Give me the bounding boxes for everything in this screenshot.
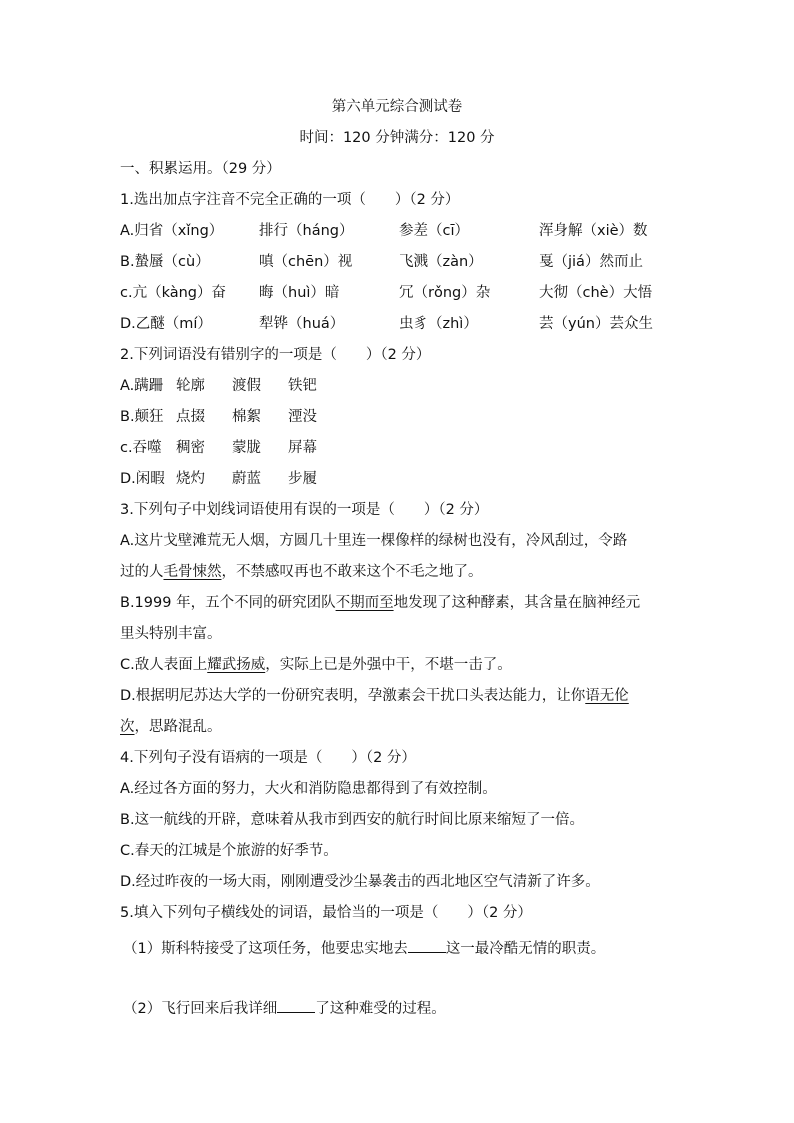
underlined-term: 次 <box>120 719 135 735</box>
option-cell: 冗（rǒng）杂 <box>399 285 491 301</box>
question-4-stem: 4.下列句子没有语病的一项是（ ）（2 分） <box>120 750 416 766</box>
question-2-row-a <box>120 376 680 396</box>
word-cell: 点掇 <box>176 409 205 425</box>
word-cell: 湮没 <box>288 409 317 425</box>
question-5-sentence-1 <box>123 938 605 959</box>
word-cell: D.闲暇 <box>120 471 165 487</box>
question-3-option-d-line2 <box>120 717 222 737</box>
question-2-row-b <box>120 407 680 427</box>
text-segment: B.1999 年，五个不同的研究团队 <box>120 595 336 611</box>
question-3-option-b-line2: 里头特别丰富。 <box>120 626 222 642</box>
question-1-row-a <box>120 221 680 241</box>
option-cell: B.蟄蜃（cù） <box>120 254 210 270</box>
underlined-term: 语无伦 <box>585 688 629 704</box>
text-segment: ，思路混乱。 <box>134 719 222 735</box>
option-cell: D.乙醚（mí） <box>120 316 212 332</box>
option-cell: 大彻（chè）大悟 <box>539 285 653 301</box>
word-cell: 稠密 <box>176 440 205 456</box>
underlined-term: 不期而至 <box>335 595 394 611</box>
option-cell: 芸（yún）芸众生 <box>539 316 653 332</box>
option-cell: c.亢（kàng）奋 <box>120 285 227 301</box>
text-segment: 了这种难受的过程。 <box>315 1001 446 1017</box>
text-segment: 这一最冷酷无情的职责。 <box>445 941 606 957</box>
option-cell: 戛（jiá）然而止 <box>539 254 643 270</box>
text-segment: （1）斯科特接受了这项任务，他要忠实地去 <box>123 941 408 957</box>
option-cell: A.归省（xǐng） <box>120 223 224 239</box>
option-cell: 排行（háng） <box>259 223 354 239</box>
question-3-option-c <box>120 655 512 675</box>
question-3-option-a-line2 <box>120 562 483 582</box>
option-cell: 晦（huì）暗 <box>259 285 340 301</box>
text-segment: ，实际上已是外强中干，不堪一击了。 <box>265 657 512 673</box>
option-cell: 浑身解（xiè）数 <box>539 223 648 239</box>
word-cell: 屏幕 <box>288 440 317 456</box>
question-1-row-d <box>120 314 680 334</box>
question-4-option-b: B.这一航线的开辟，意味着从我市到西安的航行时间比原来缩短了一倍。 <box>120 812 585 828</box>
page-title: 第六单元综合测试卷 <box>331 99 463 115</box>
question-4-option-c: C.春天的江城是个旅游的好季节。 <box>120 843 338 859</box>
question-3-option-d-line1 <box>120 686 629 706</box>
word-cell: 蒙胧 <box>232 440 261 456</box>
question-1-row-c <box>120 283 680 303</box>
underlined-term: 耀武扬威 <box>207 657 266 673</box>
text-segment: ，不禁感叹再也不敢来这个不毛之地了。 <box>221 564 483 580</box>
word-cell: B.颠狂 <box>120 409 164 425</box>
question-4-option-a: A.经过各方面的努力，大火和消防隐患都得到了有效控制。 <box>120 781 497 797</box>
option-cell: 虫豸（zhì） <box>399 316 478 332</box>
option-cell: 嗔（chēn）视 <box>259 254 353 270</box>
word-cell: c.吞噬 <box>120 440 162 456</box>
word-cell: 烧灼 <box>176 471 205 487</box>
question-1-stem: 1.选出加点字注音不完全正确的一项（ ）（2 分） <box>120 192 460 208</box>
underlined-term: 毛骨悚然 <box>163 564 222 580</box>
word-cell: 铁钯 <box>288 378 317 394</box>
text-segment: 地发现了这种酵素，其含量在脑神经元 <box>393 595 641 611</box>
text-segment: D.根据明尼苏达大学的一份研究表明，孕激素会干扰口头表达能力，让你 <box>120 688 586 704</box>
word-cell: 轮廓 <box>176 378 205 394</box>
text-segment: （2）飞行回来后我详细 <box>123 1001 278 1017</box>
word-cell: 棉絮 <box>232 409 261 425</box>
word-cell: A.蹒跚 <box>120 378 164 394</box>
page-subtitle: 时间：120 分钟满分：120 分 <box>299 130 495 146</box>
word-cell: 蔚蓝 <box>232 471 261 487</box>
text-segment: 过的人 <box>120 564 164 580</box>
question-5-stem: 5.填入下列句子横线处的词语，最恰当的一项是（ ）（2 分） <box>120 905 532 921</box>
question-3-stem: 3.下列句子中划线词语使用有误的一项是（ ）（2 分） <box>120 502 489 518</box>
fill-blank[interactable] <box>277 998 315 1013</box>
question-4-option-d: D.经过昨夜的一场大雨，刚刚遭受沙尘暴袭击的西北地区空气清新了许多。 <box>120 874 600 890</box>
option-cell: 犁铧（huá） <box>259 316 345 332</box>
option-cell: 飞溅（zàn） <box>399 254 483 270</box>
option-cell: 参差（cī） <box>399 223 470 239</box>
section-heading: 一、积累运用。（29 分） <box>120 161 281 177</box>
text-segment: C.敌人表面上 <box>120 657 208 673</box>
question-3-option-b-line1 <box>120 593 640 613</box>
word-cell: 渡假 <box>232 378 261 394</box>
question-5-sentence-2 <box>123 998 446 1019</box>
question-2-stem: 2.下列词语没有错别字的一项是（ ）（2 分） <box>120 347 431 363</box>
question-3-option-a-line1: A.这片戈壁滩荒无人烟，方圆几十里连一棵像样的绿树也没有，冷风刮过，令路 <box>120 533 628 549</box>
word-cell: 步履 <box>288 471 317 487</box>
question-2-row-d <box>120 469 680 489</box>
question-1-row-b <box>120 252 680 272</box>
question-2-row-c <box>120 438 680 458</box>
fill-blank[interactable] <box>408 938 446 953</box>
